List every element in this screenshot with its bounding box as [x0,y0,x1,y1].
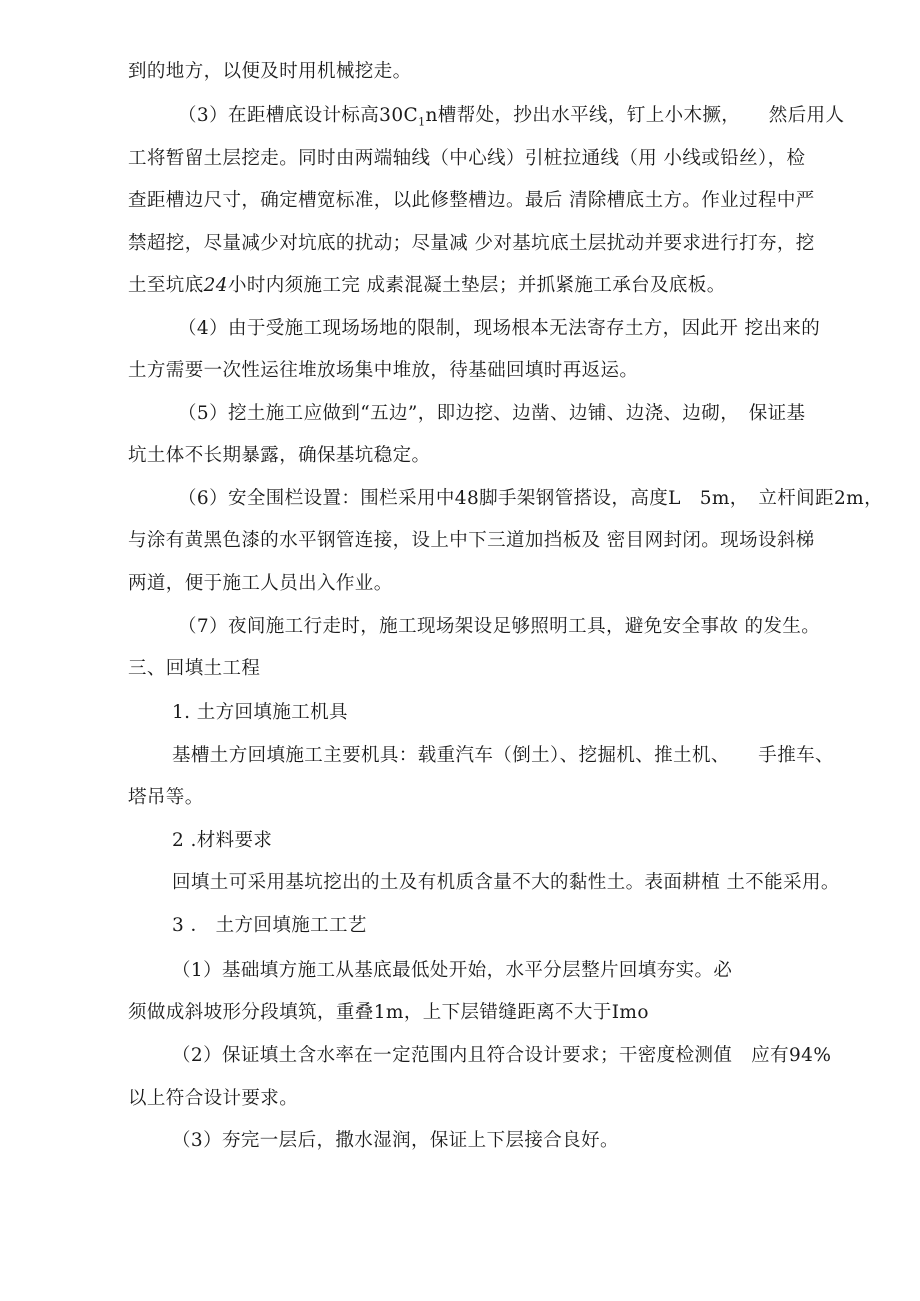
paragraph-line: （4）由于受施工现场场地的限制，现场根本无法寄存土方，因此开 挖出来的 [178,318,821,339]
text-segment: 小时内须施工完 成素混凝土垫层；并抓紧施工承台及底板。 [227,275,726,296]
paragraph-line: （5）挖土施工应做到“五边”，即边挖、边凿、边铺、边浇、边砌， 保证基 [178,403,806,424]
paragraph-line [128,274,726,298]
paragraph-line: 工将暂留土层挖走。同时由两端轴线（中心线）引桩拉通线（用 小线或铅丝），检 [128,148,806,169]
paragraph-line: 回填土可采用基坑挖出的土及有机质含量不大的黏性土。表面耕植 土不能采用。 [172,872,840,893]
paragraph-line: 土方需要一次性运往堆放场集中堆放，待基础回填时再返运。 [128,360,639,381]
paragraph-line: 到的地方，以便及时用机械挖走。 [128,61,412,82]
italic-number: 24 [203,275,228,296]
text-segment: n槽帮处，抄出水平线，钉上小木撅， 然后用人 [425,105,845,126]
paragraph-line: 须做成斜坡形分段填筑，重叠1m，上下层错缝距离不大于Imo [128,1002,649,1023]
paragraph-line: 坑土体不长期暴露，确保基坑稳定。 [128,445,431,466]
section-heading: 三、回填土工程 [128,658,261,679]
paragraph-line: 两道，便于施工人员出入作业。 [128,573,393,594]
paragraph-line: 与涂有黄黑色漆的水平钢管连接，设上中下三道加挡板及 密目网封闭。现场设斜梯 [128,530,815,551]
paragraph-line: 以上符合设计要求。 [128,1088,299,1109]
subscript: 1 [418,115,426,129]
paragraph-line: （3）夯完一层后，撒水湿润，保证上下层接合良好。 [172,1130,619,1151]
paragraph-line [178,104,844,128]
paragraph-line: 禁超挖，尽量减少对坑底的扰动；尽量减 少对基坑底土层扰动并要求进行打夯，挖 [128,233,815,254]
paragraph-line: 塔吊等。 [128,787,204,808]
paragraph-line: 基槽土方回填施工主要机具：载重汽车（倒土）、挖掘机、推土机、 手推车、 [172,745,834,766]
text-segment: （3）在距槽底设计标高30C [178,105,419,126]
paragraph-line: （7）夜间施工行走时，施工现场架设足够照明工具，避免安全事故 的发生。 [178,616,821,637]
paragraph-line: 查距槽边尺寸，确定槽宽标准，以此修整槽边。最后 清除槽底土方。作业过程中严 [128,190,815,211]
subsection-heading: 1. 土方回填施工机具 [172,702,348,723]
subsection-heading: 2 .材料要求 [172,830,273,851]
paragraph-line: （2）保证填土含水率在一定范围内且符合设计要求；干密度检测值 应有94% [172,1045,832,1066]
paragraph-line: （1）基础填方施工从基底最低处开始，水平分层整片回填夯实。必 [172,960,733,981]
text-segment: 土至坑底 [128,275,204,296]
paragraph-line: （6）安全围栏设置：围栏采用中48脚手架钢管搭设，高度L 5m， 立杆间距2m， [178,488,883,509]
subsection-heading: 3 ． 土方回填施工工艺 [172,915,367,936]
